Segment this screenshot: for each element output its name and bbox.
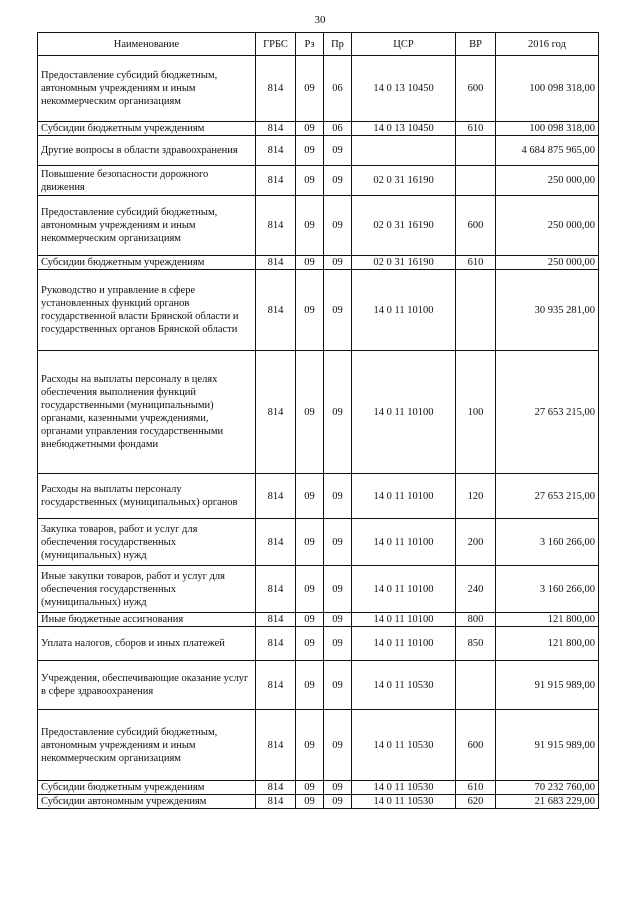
row-pr: 09: [324, 519, 352, 566]
row-vr: [456, 166, 496, 196]
row-rz: 09: [296, 166, 324, 196]
row-csr: 14 0 11 10100: [352, 351, 456, 474]
row-grbs: 814: [256, 661, 296, 710]
row-vr: 600: [456, 710, 496, 781]
row-amount: 30 935 281,00: [496, 270, 599, 351]
row-pr: 09: [324, 661, 352, 710]
table-row: [38, 351, 599, 474]
header-pr: Пр: [324, 33, 352, 56]
header-csr: ЦСР: [352, 33, 456, 56]
row-pr: 09: [324, 351, 352, 474]
row-vr: [456, 270, 496, 351]
row-vr: 610: [456, 122, 496, 136]
row-name: Предоставление субсидий бюджетным, автономным учреждениям и иным некоммерческим организациям: [38, 196, 256, 256]
budget-table: [37, 32, 599, 809]
header-amount: 2016 год: [496, 33, 599, 56]
row-name: Расходы на выплаты персоналу государственных (муниципальных) органов: [38, 474, 256, 519]
row-pr: 09: [324, 566, 352, 613]
row-amount: 250 000,00: [496, 166, 599, 196]
row-rz: 09: [296, 270, 324, 351]
row-rz: 09: [296, 56, 324, 122]
row-csr: 14 0 11 10530: [352, 661, 456, 710]
row-amount: 27 653 215,00: [496, 474, 599, 519]
row-amount: 121 800,00: [496, 627, 599, 661]
row-vr: [456, 136, 496, 166]
row-csr: 14 0 13 10450: [352, 56, 456, 122]
row-pr: 09: [324, 270, 352, 351]
row-grbs: 814: [256, 122, 296, 136]
row-grbs: 814: [256, 474, 296, 519]
row-rz: 09: [296, 710, 324, 781]
row-grbs: 814: [256, 627, 296, 661]
row-rz: 09: [296, 136, 324, 166]
row-pr: 09: [324, 710, 352, 781]
row-rz: 09: [296, 196, 324, 256]
row-vr: 800: [456, 613, 496, 627]
row-name: Расходы на выплаты персоналу в целях обеспечения выполнения функций государственными (муниципальными) органами, казенными учреждениями, органами управления государственными внебюджетными фондами: [38, 351, 256, 474]
table-row: [38, 256, 599, 270]
row-pr: 09: [324, 795, 352, 809]
row-grbs: 814: [256, 710, 296, 781]
row-vr: 610: [456, 781, 496, 795]
row-amount: 27 653 215,00: [496, 351, 599, 474]
row-rz: 09: [296, 474, 324, 519]
row-name: Руководство и управление в сфере установленных функций органов государственной власти Брянской области и государственных органов Брянской области: [38, 270, 256, 351]
table-row: [38, 613, 599, 627]
row-grbs: 814: [256, 519, 296, 566]
table-row: [38, 566, 599, 613]
row-pr: 09: [324, 613, 352, 627]
table-row: [38, 661, 599, 710]
row-rz: 09: [296, 566, 324, 613]
row-name: Предоставление субсидий бюджетным, автономным учреждениям и иным некоммерческим организациям: [38, 710, 256, 781]
row-vr: 610: [456, 256, 496, 270]
row-rz: 09: [296, 122, 324, 136]
row-amount: 100 098 318,00: [496, 56, 599, 122]
table-row: [38, 710, 599, 781]
row-pr: 09: [324, 781, 352, 795]
row-name: Субсидии автономным учреждениям: [38, 795, 256, 809]
row-rz: 09: [296, 661, 324, 710]
row-pr: 09: [324, 166, 352, 196]
table-row: [38, 270, 599, 351]
row-name: Иные бюджетные ассигнования: [38, 613, 256, 627]
header-rz: Рз: [296, 33, 324, 56]
row-vr: 620: [456, 795, 496, 809]
table-row: [38, 781, 599, 795]
row-vr: 100: [456, 351, 496, 474]
row-csr: 14 0 11 10530: [352, 710, 456, 781]
row-name: Другие вопросы в области здравоохранения: [38, 136, 256, 166]
table-row: [38, 519, 599, 566]
table-row: [38, 56, 599, 122]
table-row: [38, 136, 599, 166]
row-vr: 850: [456, 627, 496, 661]
row-csr: 14 0 11 10100: [352, 270, 456, 351]
row-name: Закупка товаров, работ и услуг для обеспечения государственных (муниципальных) нужд: [38, 519, 256, 566]
row-csr: [352, 136, 456, 166]
row-grbs: 814: [256, 56, 296, 122]
row-amount: 70 232 760,00: [496, 781, 599, 795]
header-vr: ВР: [456, 33, 496, 56]
row-pr: 06: [324, 122, 352, 136]
row-rz: 09: [296, 519, 324, 566]
row-rz: 09: [296, 627, 324, 661]
row-vr: 600: [456, 56, 496, 122]
table-row: [38, 166, 599, 196]
row-csr: 14 0 11 10100: [352, 519, 456, 566]
row-csr: 14 0 11 10100: [352, 613, 456, 627]
header-grbs: ГРБС: [256, 33, 296, 56]
row-grbs: 814: [256, 795, 296, 809]
header-name: Наименование: [38, 33, 256, 56]
row-csr: 14 0 11 10100: [352, 627, 456, 661]
row-amount: 3 160 266,00: [496, 566, 599, 613]
row-csr: 02 0 31 16190: [352, 196, 456, 256]
row-amount: 250 000,00: [496, 196, 599, 256]
row-grbs: 814: [256, 256, 296, 270]
row-rz: 09: [296, 613, 324, 627]
row-csr: 02 0 31 16190: [352, 166, 456, 196]
row-amount: 3 160 266,00: [496, 519, 599, 566]
row-rz: 09: [296, 795, 324, 809]
row-name: Субсидии бюджетным учреждениям: [38, 122, 256, 136]
row-vr: 240: [456, 566, 496, 613]
row-csr: 02 0 31 16190: [352, 256, 456, 270]
row-rz: 09: [296, 781, 324, 795]
row-csr: 14 0 11 10100: [352, 566, 456, 613]
table-row: [38, 627, 599, 661]
row-amount: 91 915 989,00: [496, 661, 599, 710]
row-name: Повышение безопасности дорожного движения: [38, 166, 256, 196]
row-amount: 121 800,00: [496, 613, 599, 627]
row-name: Учреждения, обеспечивающие оказание услуг в сфере здравоохранения: [38, 661, 256, 710]
row-vr: 120: [456, 474, 496, 519]
table-header-row: [38, 33, 599, 56]
row-grbs: 814: [256, 136, 296, 166]
table-row: [38, 196, 599, 256]
row-name: Предоставление субсидий бюджетным, автономным учреждениям и иным некоммерческим организациям: [38, 56, 256, 122]
row-amount: 91 915 989,00: [496, 710, 599, 781]
row-rz: 09: [296, 351, 324, 474]
row-csr: 14 0 11 10530: [352, 795, 456, 809]
row-vr: 600: [456, 196, 496, 256]
row-vr: 200: [456, 519, 496, 566]
row-name: Уплата налогов, сборов и иных платежей: [38, 627, 256, 661]
row-csr: 14 0 11 10100: [352, 474, 456, 519]
row-amount: 4 684 875 965,00: [496, 136, 599, 166]
row-pr: 09: [324, 136, 352, 166]
row-pr: 06: [324, 56, 352, 122]
row-name: Субсидии бюджетным учреждениям: [38, 781, 256, 795]
row-grbs: 814: [256, 781, 296, 795]
row-name: Иные закупки товаров, работ и услуг для обеспечения государственных (муниципальных) нужд: [38, 566, 256, 613]
row-csr: 14 0 11 10530: [352, 781, 456, 795]
row-vr: [456, 661, 496, 710]
row-pr: 09: [324, 196, 352, 256]
row-grbs: 814: [256, 196, 296, 256]
row-rz: 09: [296, 256, 324, 270]
row-grbs: 814: [256, 166, 296, 196]
row-grbs: 814: [256, 613, 296, 627]
row-amount: 21 683 229,00: [496, 795, 599, 809]
row-pr: 09: [324, 256, 352, 270]
page-number: 30: [314, 14, 326, 26]
row-name: Субсидии бюджетным учреждениям: [38, 256, 256, 270]
row-grbs: 814: [256, 566, 296, 613]
row-csr: 14 0 13 10450: [352, 122, 456, 136]
row-amount: 250 000,00: [496, 256, 599, 270]
row-amount: 100 098 318,00: [496, 122, 599, 136]
row-grbs: 814: [256, 270, 296, 351]
row-grbs: 814: [256, 351, 296, 474]
table-row: [38, 795, 599, 809]
row-pr: 09: [324, 627, 352, 661]
row-pr: 09: [324, 474, 352, 519]
table-row: [38, 474, 599, 519]
table-row: [38, 122, 599, 136]
